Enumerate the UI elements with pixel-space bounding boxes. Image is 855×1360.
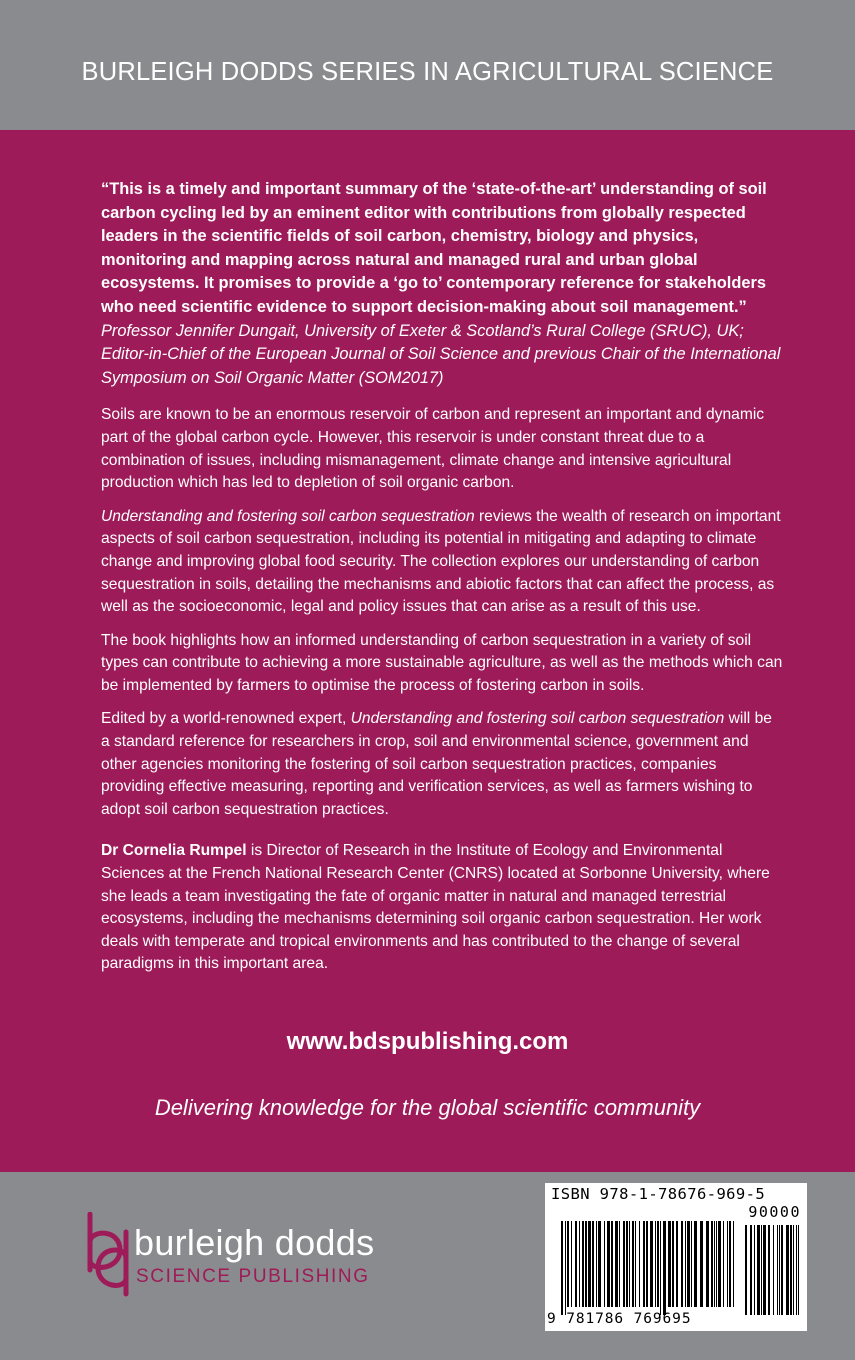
- barcode-bar: [685, 1221, 686, 1307]
- barcode-bar: [727, 1221, 728, 1307]
- description-paragraph-1: Soils are known to be an enormous reservoir of carbon and represent an important and dynamic part of the global carbon cycle. However, this reservoir is under constant threat due to a combination of issues, including mismanagement, climate change and intensive agricultural production which has led to depletion of soil organic carbon.: [101, 406, 765, 492]
- barcode-bar: [567, 1221, 569, 1307]
- paragraph-4-text: will be a standard reference for researchers in crop, soil and environmental science, government and other agencies monitoring the fostering of soil carbon sequestration practices, companies providing effective measuring, reporting and verification services, as well as farmers wishing to adopt soil carbon sequestration practices.: [101, 710, 772, 818]
- barcode-bar: [611, 1221, 613, 1307]
- barcode-bar: [668, 1221, 671, 1307]
- barcode-bar: [579, 1221, 580, 1307]
- main-panel: [0, 130, 855, 1172]
- barcode-bar: [629, 1221, 630, 1307]
- barcode-bar: [626, 1221, 628, 1307]
- barcode-bar: [672, 1221, 674, 1307]
- barcode-bar: [733, 1221, 734, 1307]
- book-title: Understanding and fostering soil carbon sequestration: [350, 710, 725, 728]
- barcode-bar: [585, 1221, 587, 1307]
- barcode-bar: [571, 1221, 572, 1307]
- barcode-bar: [691, 1221, 692, 1307]
- barcode-bar: [676, 1221, 678, 1307]
- series-title: BURLEIGH DODDS SERIES IN AGRICULTURAL SCIENCE: [81, 58, 774, 86]
- barcode-bar: [582, 1221, 584, 1307]
- barcode-bar: [777, 1225, 778, 1315]
- barcode-bar: [706, 1221, 709, 1307]
- description-paragraph-3: The book highlights how an informed understanding of carbon sequestration in a variety of soil types can contribute to achieving a more sustainable agriculture, as well as the methods which can be implemented by farmers to optimise the process of fostering carbon in soils.: [101, 631, 783, 694]
- paragraph-4-lead: Edited by a world-renowned expert,: [101, 710, 351, 728]
- editor-name: Dr Cornelia Rumpel: [101, 842, 247, 860]
- endorsement-quote: [101, 178, 783, 390]
- barcode-bar: [623, 1221, 625, 1307]
- barcode-bar: [615, 1221, 618, 1307]
- barcode-bar: [657, 1221, 659, 1307]
- barcode-bar: [592, 1221, 594, 1307]
- barcode-bar: [588, 1221, 591, 1307]
- paragraph-2-text: reviews the wealth of research on important aspects of soil carbon sequestration, including its potential in mitigating and adapting to climate change and improving global food security. The collection explores our understanding of carbon sequestration in soils, detailing the mechanisms and abiotic factors that can affect the process, as well as the socioeconomic, legal and policy issues that can arise as a result of this use.: [101, 507, 781, 616]
- barcode-bar: [798, 1225, 799, 1315]
- barcode-bar: [796, 1225, 797, 1315]
- isbn-number: ISBN 978-1-78676-969-5: [551, 1185, 766, 1203]
- back-cover-text: [101, 178, 783, 976]
- barcode-bar: [681, 1221, 683, 1307]
- barcode-bar: [655, 1221, 656, 1307]
- barcode-bar: [754, 1225, 755, 1315]
- barcode-bar: [561, 1221, 563, 1315]
- series-header-band: [0, 0, 855, 130]
- barcode-bar: [761, 1225, 762, 1315]
- publisher-subtitle: SCIENCE PUBLISHING: [136, 1266, 370, 1287]
- barcode-bar: [757, 1225, 760, 1315]
- barcode-bar: [714, 1221, 715, 1307]
- barcode-bar: [598, 1221, 601, 1307]
- quote-attribution: Professor Jennifer Dungait, University of Exeter & Scotland’s Rural College (SRUC), UK; Editor-in-Chief of the European Journal of Soil Science and previous Chair of the International Symposium on Soil Organic Matter (SOM2017): [101, 321, 781, 387]
- editor-bio: [101, 840, 783, 976]
- barcode-digits: 9 781786 769695: [547, 1311, 692, 1327]
- barcode-bar: [700, 1221, 703, 1307]
- description-paragraph-4: [101, 708, 783, 821]
- isbn-barcode: [545, 1183, 807, 1331]
- barcode-bar: [786, 1225, 789, 1315]
- barcode-bar: [750, 1225, 752, 1315]
- barcode-bar: [694, 1221, 697, 1307]
- barcode-bar: [663, 1221, 666, 1315]
- publisher-tagline: Delivering knowledge for the global scientific community: [154, 1095, 701, 1120]
- barcode-bar: [660, 1221, 661, 1315]
- barcode-bar: [768, 1225, 770, 1315]
- barcode-bar: [711, 1221, 713, 1307]
- price-addon: 90000: [748, 1203, 801, 1221]
- barcode-bar: [643, 1221, 645, 1307]
- barcode-bar: [635, 1221, 636, 1307]
- barcode-bar: [729, 1221, 731, 1307]
- barcode-bar: [646, 1221, 648, 1307]
- quote-text: “This is a timely and important summary of the ‘state-of-the-art’ understanding of soil carbon cycling led by an eminent editor with contributions from globally respected leaders in the scientific fields of soil carbon, chemistry, biology and physics, monitoring and mapping across natural and managed rural and urban global ecosystems. It promises to provide a ‘go to’ contemporary reference for stakeholders who need scientific evidence to support decision-making about soil management.”: [101, 180, 767, 316]
- editor-bio-text: is Director of Research in the Institute of Ecology and Environmental Sciences at the French National Research Center (CNRS) located at Sorbonne University, where she leads a team investigating the fate of organic matter in natural and managed terrestrial ecosystems, including the mechanisms determining soil organic carbon sequestration. Her work deals with temperate and tropical environments and has contributed to the change of several paradigms in this important area.: [101, 842, 770, 973]
- barcode-bar: [790, 1225, 792, 1315]
- publisher-name: burleigh dodds: [134, 1222, 375, 1263]
- barcode-bar: [565, 1221, 566, 1315]
- barcode-bar: [779, 1225, 780, 1315]
- barcode-bar: [718, 1221, 721, 1307]
- barcode-bar: [650, 1221, 653, 1307]
- barcode-bar: [575, 1221, 577, 1307]
- barcode-bar: [763, 1225, 766, 1315]
- barcode-bar: [793, 1225, 794, 1315]
- barcode-bar: [781, 1225, 783, 1315]
- barcode-bar: [716, 1221, 717, 1307]
- barcode-bar: [639, 1221, 640, 1307]
- book-title: Understanding and fostering soil carbon sequestration: [101, 507, 475, 525]
- barcode-bar: [604, 1221, 605, 1307]
- barcode-bar: [687, 1221, 690, 1307]
- barcode-bar: [596, 1221, 597, 1307]
- barcode-bar: [723, 1221, 724, 1307]
- barcode-bar: [745, 1225, 747, 1315]
- barcode-bar: [619, 1221, 620, 1307]
- barcode-bar: [632, 1221, 634, 1307]
- publisher-website[interactable]: www.bdspublishing.com: [286, 1028, 569, 1055]
- barcode-bar: [607, 1221, 610, 1307]
- barcode-bar: [773, 1225, 774, 1315]
- description-paragraph-2: [101, 506, 783, 619]
